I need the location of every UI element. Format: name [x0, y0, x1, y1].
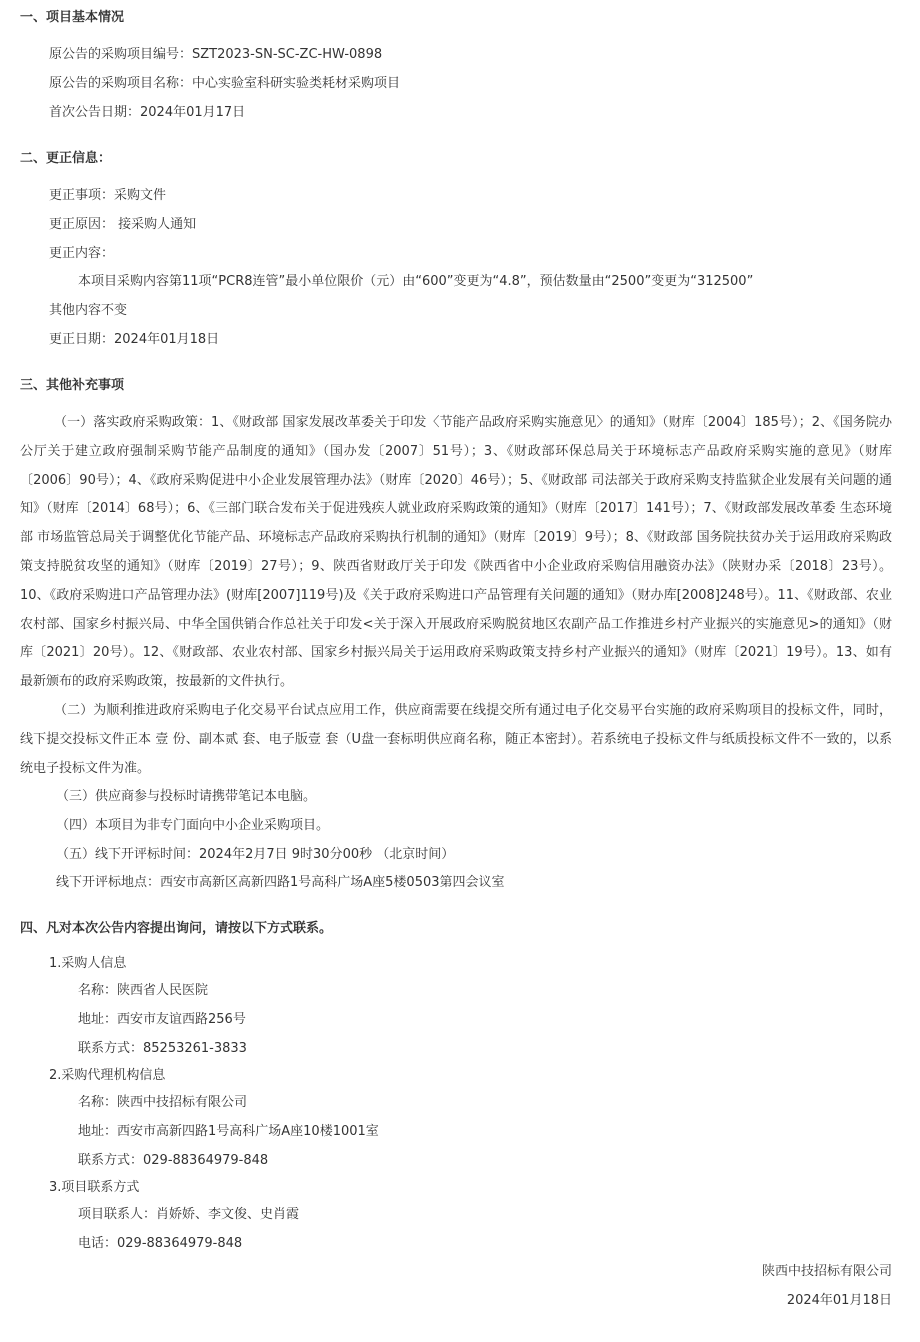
correction-content-label: 更正内容：	[49, 246, 115, 261]
other-content-unchanged: 其他内容不变	[49, 303, 128, 318]
agent-name: 名称：陕西中技招标有限公司	[78, 1095, 248, 1110]
correction-content-text: 本项目采购内容第11项“PCR8连管”最小单位限价（元）由“600”变更为“4.8”，预估数量由“2500”变更为“312500”	[78, 274, 754, 289]
correction-date: 更正日期：2024年01月18日	[49, 332, 220, 347]
sme-note: （四）本项目为非专门面向中小企业采购项目。	[56, 818, 330, 833]
bid-opening-location: 线下开评标地点：西安市高新区高新四路1号高科广场A座5楼0503第四会议室	[56, 875, 505, 890]
bid-opening-time: （五）线下开评标时间：2024年2月7日 9时30分00秒 （北京时间）	[56, 847, 455, 862]
section-3-heading: 三、其他补充事项	[20, 378, 125, 393]
original-project-name: 原公告的采购项目名称：中心实验室科研实验类耗材采购项目	[49, 76, 401, 91]
laptop-note: （三）供应商参与投标时请携带笔记本电脑。	[56, 789, 317, 804]
buyer-phone: 联系方式：85253261-3833	[78, 1041, 247, 1056]
project-contact-person: 项目联系人：肖娇娇、李文俊、史肖霞	[78, 1207, 300, 1222]
first-announcement-date: 首次公告日期：2024年01月17日	[49, 105, 246, 120]
correction-reason: 更正原因： 接采购人通知	[49, 217, 197, 232]
agent-info-title: 2.采购代理机构信息	[49, 1068, 166, 1083]
agent-address: 地址：西安市高新四路1号高科广场A座10楼1001室	[78, 1124, 379, 1139]
correction-matter: 更正事项：采购文件	[49, 188, 167, 203]
buyer-address: 地址：西安市友谊西路256号	[78, 1012, 246, 1027]
project-contact-title: 3.项目联系方式	[49, 1180, 140, 1195]
policy-paragraph: （一）落实政府采购政策：1、《财政部 国家发展改革委关于印发〈节能产品政府采购实施意见〉的通知》（财库〔2004〕185号）；2、《国务院办公厅关于建立政府强制采购节能产品制度的通知》（国办发〔2007〕51号）；3、《财政部环保总局关于环境标志产品政府采购实施的意见》（财库〔2006〕90号）；4、《政府采购促进中小企业发展管理办法》（财库〔2020〕46号）；5、《财政部 司法部关于政府采购支持监狱企业发展有关问题的通知》（财库〔2014〕68号）；6、《三部门联合发布关于促进残疾人就业政府采购政策的通知》（财库〔2017〕141号）；7、《财政部发展改革委 生态环境部 市场监管总局关于调整优化节能产品、环境标志产品政府采购执行机制的通知》（财库〔2019〕9号）；8、《财政部 国务院扶贫办关于运用政府采购政策支持脱贫攻坚的通知》（财库〔2019〕27号）；9、陕西省财政厅关于印发《陕西省中小企业政府采购信用融资办法》（陕财办采〔2018〕23号）。10、《政府采购进口产品管理办法》(财库[2007]119号)及《关于政府采购进口产品管理有关问题的通知》（财办库[2008]248号）。11、《财政部、农业农村部、国家乡村振兴局、中华全国供销合作总社关于印发<关于深入开展政府采购脱贫地区农副产品工作推进乡村产业振兴的实施意见>的通知》（财库〔2021〕20号）。12、《财政部、农业农村部、国家乡村振兴局关于运用政府采购政策支持乡村产业振兴的通知》（财库〔2021〕19号）。13、如有最新颁布的政府采购政策，按最新的文件执行。	[20, 415, 892, 690]
agent-phone: 联系方式：029-88364979-848	[78, 1153, 269, 1168]
issuer-organization: 陕西中技招标有限公司	[761, 1264, 892, 1279]
section-1-heading: 一、项目基本情况	[20, 10, 125, 25]
electronic-bidding-paragraph: （二）为顺利推进政府采购电子化交易平台试点应用工作，供应商需要在线提交所有通过电子化交易平台实施的政府采购项目的投标文件，同时，线下提交投标文件正本 壹 份、副本贰 套、电子版壹 套（U盘一套标明供应商名称，随正本密封）。若系统电子投标文件与纸质投标文件不一致的，以系统电子投标文件为准。	[20, 703, 892, 776]
buyer-name: 名称：陕西省人民医院	[78, 983, 209, 998]
section-2-heading: 二、更正信息：	[20, 151, 112, 166]
project-contact-phone: 电话：029-88364979-848	[78, 1236, 243, 1251]
section-4-heading: 四、凡对本次公告内容提出询问，请按以下方式联系。	[20, 921, 333, 936]
original-project-number: 原公告的采购项目编号：SZT2023-SN-SC-ZC-HW-0898	[49, 47, 383, 62]
issue-date: 2024年01月18日	[786, 1293, 892, 1308]
buyer-info-title: 1.采购人信息	[49, 956, 127, 971]
